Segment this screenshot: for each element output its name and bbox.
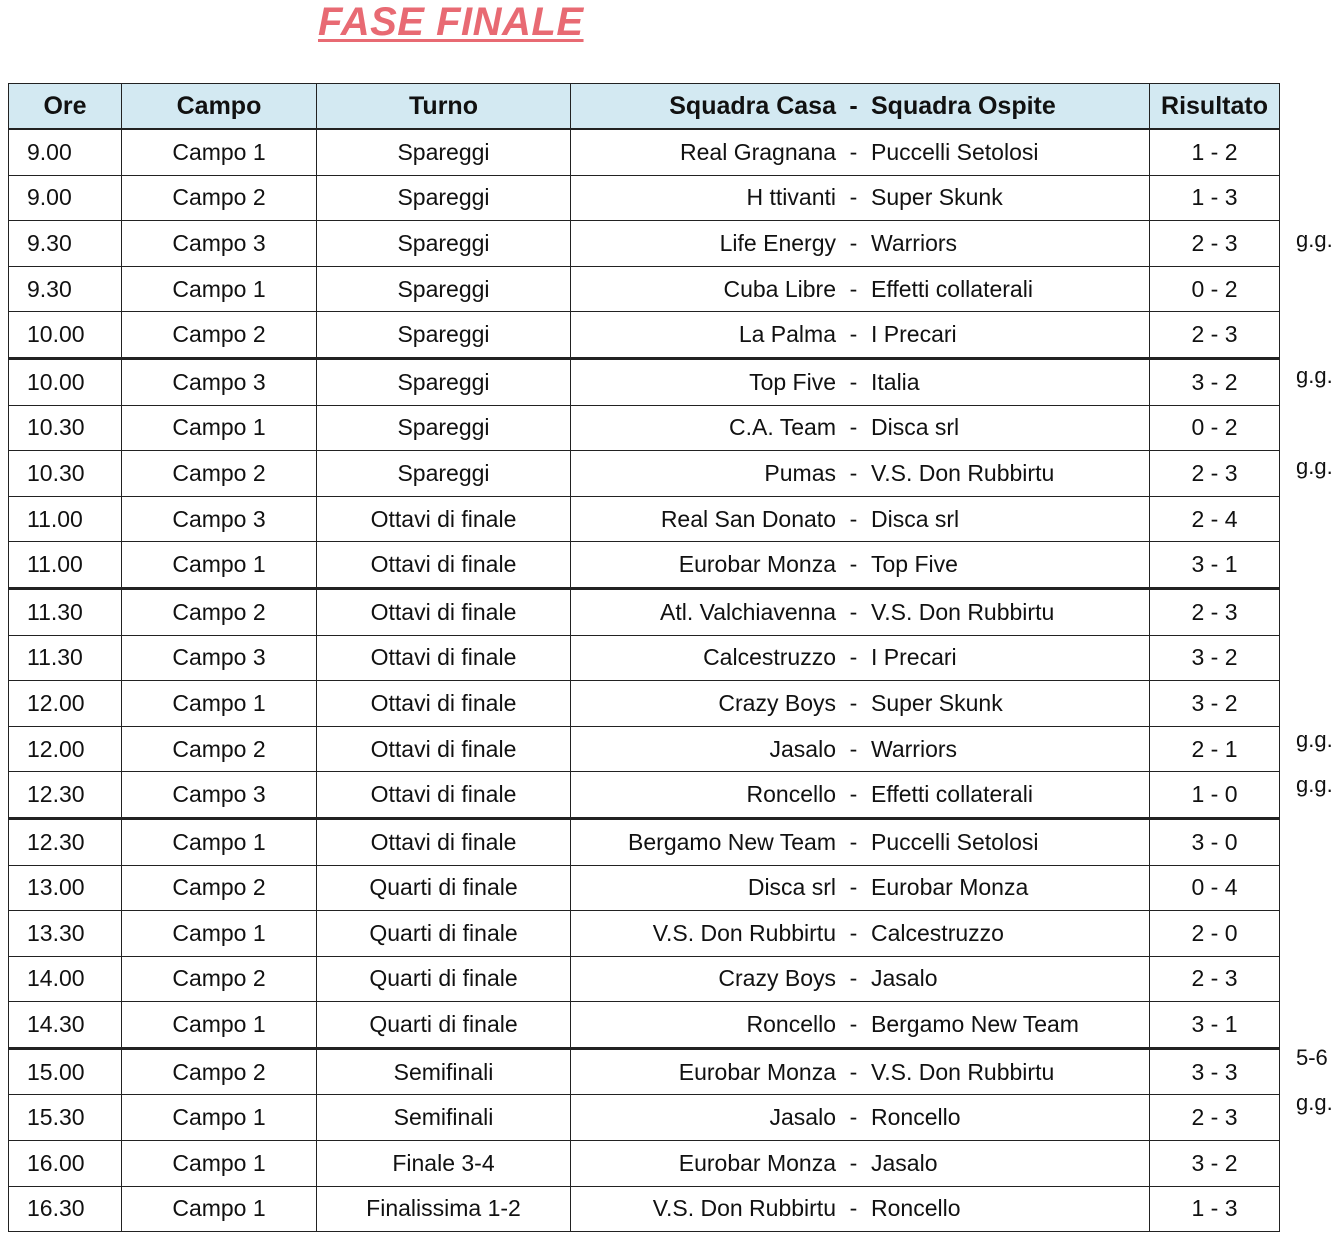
cell-match bbox=[571, 496, 1150, 542]
table-row bbox=[9, 129, 1280, 175]
cell-squadra-ospite: Super Skunk bbox=[871, 689, 1003, 716]
header-match bbox=[571, 84, 1150, 130]
cell-squadra-ospite: Top Five bbox=[871, 551, 958, 578]
cell-squadra-ospite: I Precari bbox=[871, 321, 957, 348]
cell-campo: Campo 1 bbox=[122, 1002, 317, 1049]
row-note: g.g. bbox=[1296, 726, 1333, 752]
table-row bbox=[9, 772, 1280, 819]
header-turno: Turno bbox=[317, 84, 571, 130]
cell-match bbox=[571, 175, 1150, 221]
table-row bbox=[9, 726, 1280, 772]
cell-turno: Spareggi bbox=[317, 451, 571, 497]
cell-squadra-casa: Roncello bbox=[746, 1011, 836, 1038]
cell-separator: - bbox=[849, 689, 858, 716]
cell-risultato: 3 - 1 bbox=[1150, 542, 1280, 589]
cell-ore: 9.00 bbox=[9, 129, 122, 175]
cell-squadra-ospite: V.S. Don Rubbirtu bbox=[871, 459, 1055, 486]
cell-squadra-ospite: Effetti collaterali bbox=[871, 275, 1033, 302]
table-row bbox=[9, 542, 1280, 589]
cell-match bbox=[571, 911, 1150, 957]
cell-match bbox=[571, 451, 1150, 497]
cell-separator: - bbox=[849, 874, 858, 901]
cell-risultato: 2 - 3 bbox=[1150, 588, 1280, 635]
cell-separator: - bbox=[849, 275, 858, 302]
cell-ore: 12.00 bbox=[9, 681, 122, 727]
cell-turno: Spareggi bbox=[317, 266, 571, 312]
cell-ore: 12.30 bbox=[9, 772, 122, 819]
cell-squadra-casa: Real San Donato bbox=[660, 505, 836, 532]
table-row bbox=[9, 405, 1280, 451]
cell-campo: Campo 3 bbox=[122, 772, 317, 819]
cell-ore: 9.30 bbox=[9, 221, 122, 267]
header-row bbox=[9, 84, 1280, 130]
cell-risultato: 2 - 3 bbox=[1150, 956, 1280, 1002]
cell-ore: 11.00 bbox=[9, 496, 122, 542]
cell-ore: 11.30 bbox=[9, 588, 122, 635]
row-note: g.g. bbox=[1296, 772, 1333, 798]
cell-ore: 13.00 bbox=[9, 865, 122, 911]
results-body bbox=[9, 129, 1280, 1232]
row-note: g.g. bbox=[1296, 363, 1333, 389]
cell-squadra-casa: Life Energy bbox=[719, 229, 836, 256]
header-risultato: Risultato bbox=[1150, 84, 1280, 130]
cell-squadra-ospite: Puccelli Setolosi bbox=[871, 138, 1039, 165]
cell-campo: Campo 1 bbox=[122, 542, 317, 589]
cell-separator: - bbox=[849, 459, 858, 486]
cell-turno: Spareggi bbox=[317, 405, 571, 451]
cell-squadra-ospite: Bergamo New Team bbox=[871, 1011, 1079, 1038]
cell-squadra-casa: Eurobar Monza bbox=[678, 551, 836, 578]
cell-risultato: 0 - 4 bbox=[1150, 865, 1280, 911]
cell-separator: - bbox=[849, 919, 858, 946]
cell-squadra-casa: Calcestruzzo bbox=[703, 644, 836, 671]
cell-turno: Quarti di finale bbox=[317, 865, 571, 911]
cell-match bbox=[571, 956, 1150, 1002]
cell-campo: Campo 2 bbox=[122, 312, 317, 359]
cell-turno: Semifinali bbox=[317, 1048, 571, 1095]
cell-squadra-ospite: Disca srl bbox=[871, 505, 960, 532]
cell-turno: Quarti di finale bbox=[317, 911, 571, 957]
cell-squadra-ospite: Calcestruzzo bbox=[871, 919, 1004, 946]
table-row bbox=[9, 956, 1280, 1002]
cell-squadra-ospite: Puccelli Setolosi bbox=[871, 828, 1039, 855]
cell-ore: 9.30 bbox=[9, 266, 122, 312]
cell-squadra-casa: Top Five bbox=[749, 368, 836, 395]
cell-match bbox=[571, 129, 1150, 175]
cell-squadra-casa: H ttivanti bbox=[746, 184, 836, 211]
table-row bbox=[9, 1141, 1280, 1187]
cell-match bbox=[571, 358, 1150, 405]
cell-match bbox=[571, 542, 1150, 589]
cell-ore: 16.30 bbox=[9, 1186, 122, 1232]
cell-match bbox=[571, 1048, 1150, 1095]
results-table bbox=[8, 83, 1280, 1232]
table-row bbox=[9, 451, 1280, 497]
table-row bbox=[9, 358, 1280, 405]
cell-ore: 9.00 bbox=[9, 175, 122, 221]
cell-risultato: 1 - 3 bbox=[1150, 175, 1280, 221]
cell-separator: - bbox=[849, 1149, 858, 1176]
cell-separator: - bbox=[849, 1104, 858, 1131]
row-note: g.g. bbox=[1296, 226, 1333, 252]
cell-ore: 13.30 bbox=[9, 911, 122, 957]
header-separator: - bbox=[849, 91, 858, 120]
cell-ore: 12.30 bbox=[9, 818, 122, 865]
row-note: g.g. bbox=[1296, 454, 1333, 480]
table-row bbox=[9, 1095, 1280, 1141]
cell-campo: Campo 3 bbox=[122, 635, 317, 681]
cell-risultato: 2 - 1 bbox=[1150, 726, 1280, 772]
cell-squadra-casa: Jasalo bbox=[769, 735, 836, 762]
header-squadra-ospite: Squadra Ospite bbox=[871, 91, 1056, 120]
cell-risultato: 3 - 2 bbox=[1150, 358, 1280, 405]
table-row bbox=[9, 635, 1280, 681]
cell-squadra-casa: Crazy Boys bbox=[718, 965, 836, 992]
cell-turno: Spareggi bbox=[317, 175, 571, 221]
cell-match bbox=[571, 588, 1150, 635]
cell-campo: Campo 2 bbox=[122, 865, 317, 911]
cell-squadra-casa: La Palma bbox=[738, 321, 836, 348]
table-row bbox=[9, 312, 1280, 359]
cell-campo: Campo 1 bbox=[122, 911, 317, 957]
cell-match bbox=[571, 635, 1150, 681]
cell-match bbox=[571, 681, 1150, 727]
cell-risultato: 0 - 2 bbox=[1150, 266, 1280, 312]
cell-separator: - bbox=[849, 1011, 858, 1038]
cell-risultato: 2 - 3 bbox=[1150, 1095, 1280, 1141]
cell-campo: Campo 1 bbox=[122, 681, 317, 727]
cell-campo: Campo 1 bbox=[122, 129, 317, 175]
cell-squadra-ospite: Eurobar Monza bbox=[871, 874, 1029, 901]
table-row bbox=[9, 1048, 1280, 1095]
cell-squadra-ospite: Jasalo bbox=[871, 1149, 938, 1176]
cell-turno: Finale 3-4 bbox=[317, 1141, 571, 1187]
row-note: 5-6 bbox=[1296, 1045, 1328, 1070]
cell-turno: Ottavi di finale bbox=[317, 588, 571, 635]
cell-squadra-ospite: I Precari bbox=[871, 644, 957, 671]
cell-campo: Campo 1 bbox=[122, 818, 317, 865]
cell-squadra-ospite: Super Skunk bbox=[871, 184, 1003, 211]
cell-campo: Campo 2 bbox=[122, 175, 317, 221]
header-campo: Campo bbox=[122, 84, 317, 130]
cell-ore: 11.30 bbox=[9, 635, 122, 681]
cell-separator: - bbox=[849, 965, 858, 992]
cell-turno: Spareggi bbox=[317, 221, 571, 267]
cell-risultato: 3 - 3 bbox=[1150, 1048, 1280, 1095]
cell-squadra-casa: Jasalo bbox=[769, 1104, 836, 1131]
table-row bbox=[9, 865, 1280, 911]
cell-squadra-casa: Real Gragnana bbox=[680, 138, 836, 165]
cell-squadra-ospite: Roncello bbox=[871, 1104, 961, 1131]
header-ore: Ore bbox=[9, 84, 122, 130]
cell-ore: 10.00 bbox=[9, 312, 122, 359]
table-row bbox=[9, 818, 1280, 865]
cell-risultato: 0 - 2 bbox=[1150, 405, 1280, 451]
cell-separator: - bbox=[849, 828, 858, 855]
cell-match bbox=[571, 772, 1150, 819]
cell-risultato: 2 - 3 bbox=[1150, 221, 1280, 267]
cell-ore: 15.00 bbox=[9, 1048, 122, 1095]
cell-squadra-casa: Eurobar Monza bbox=[678, 1058, 836, 1085]
cell-risultato: 1 - 0 bbox=[1150, 772, 1280, 819]
table-row bbox=[9, 266, 1280, 312]
cell-match bbox=[571, 1141, 1150, 1187]
table-row bbox=[9, 1186, 1280, 1232]
cell-turno: Semifinali bbox=[317, 1095, 571, 1141]
cell-risultato: 1 - 2 bbox=[1150, 129, 1280, 175]
cell-match bbox=[571, 266, 1150, 312]
cell-squadra-casa: Roncello bbox=[746, 781, 836, 808]
cell-separator: - bbox=[849, 321, 858, 348]
cell-turno: Quarti di finale bbox=[317, 1002, 571, 1049]
cell-separator: - bbox=[849, 735, 858, 762]
table-row bbox=[9, 496, 1280, 542]
cell-separator: - bbox=[849, 229, 858, 256]
cell-risultato: 3 - 0 bbox=[1150, 818, 1280, 865]
cell-squadra-casa: V.S. Don Rubbirtu bbox=[652, 919, 836, 946]
cell-ore: 10.30 bbox=[9, 405, 122, 451]
cell-match bbox=[571, 726, 1150, 772]
cell-risultato: 3 - 2 bbox=[1150, 635, 1280, 681]
cell-match bbox=[571, 405, 1150, 451]
row-note: g.g. bbox=[1296, 1090, 1333, 1116]
cell-squadra-ospite: Disca srl bbox=[871, 414, 960, 441]
cell-campo: Campo 1 bbox=[122, 405, 317, 451]
cell-ore: 12.00 bbox=[9, 726, 122, 772]
cell-separator: - bbox=[849, 505, 858, 532]
cell-separator: - bbox=[849, 414, 858, 441]
cell-ore: 15.30 bbox=[9, 1095, 122, 1141]
cell-squadra-ospite: Italia bbox=[871, 368, 920, 395]
cell-separator: - bbox=[849, 368, 858, 395]
cell-risultato: 2 - 4 bbox=[1150, 496, 1280, 542]
header-squadra-casa: Squadra Casa bbox=[669, 91, 836, 120]
cell-turno: Quarti di finale bbox=[317, 956, 571, 1002]
cell-squadra-casa: Eurobar Monza bbox=[678, 1149, 836, 1176]
cell-separator: - bbox=[849, 184, 858, 211]
cell-turno: Ottavi di finale bbox=[317, 818, 571, 865]
cell-separator: - bbox=[849, 1195, 858, 1222]
table-row bbox=[9, 588, 1280, 635]
cell-squadra-casa: Disca srl bbox=[747, 874, 836, 901]
cell-campo: Campo 3 bbox=[122, 496, 317, 542]
cell-match bbox=[571, 1002, 1150, 1049]
cell-squadra-casa: Cuba Libre bbox=[723, 275, 836, 302]
cell-turno: Ottavi di finale bbox=[317, 542, 571, 589]
cell-risultato: 2 - 3 bbox=[1150, 312, 1280, 359]
cell-campo: Campo 2 bbox=[122, 726, 317, 772]
cell-campo: Campo 2 bbox=[122, 588, 317, 635]
cell-separator: - bbox=[849, 781, 858, 808]
cell-risultato: 2 - 0 bbox=[1150, 911, 1280, 957]
cell-squadra-ospite: Effetti collaterali bbox=[871, 781, 1033, 808]
cell-squadra-casa: C.A. Team bbox=[729, 414, 836, 441]
cell-turno: Ottavi di finale bbox=[317, 635, 571, 681]
cell-separator: - bbox=[849, 644, 858, 671]
cell-turno: Spareggi bbox=[317, 129, 571, 175]
cell-ore: 16.00 bbox=[9, 1141, 122, 1187]
cell-campo: Campo 1 bbox=[122, 1141, 317, 1187]
cell-campo: Campo 2 bbox=[122, 1048, 317, 1095]
cell-squadra-casa: Bergamo New Team bbox=[628, 828, 836, 855]
table-row bbox=[9, 681, 1280, 727]
cell-turno: Ottavi di finale bbox=[317, 496, 571, 542]
cell-turno: Spareggi bbox=[317, 312, 571, 359]
cell-turno: Spareggi bbox=[317, 358, 571, 405]
table-row bbox=[9, 1002, 1280, 1049]
cell-risultato: 3 - 2 bbox=[1150, 1141, 1280, 1187]
cell-turno: Ottavi di finale bbox=[317, 726, 571, 772]
cell-squadra-ospite: Roncello bbox=[871, 1195, 961, 1222]
cell-match bbox=[571, 221, 1150, 267]
cell-risultato: 1 - 3 bbox=[1150, 1186, 1280, 1232]
cell-match bbox=[571, 865, 1150, 911]
cell-squadra-casa: V.S. Don Rubbirtu bbox=[652, 1195, 836, 1222]
cell-campo: Campo 1 bbox=[122, 266, 317, 312]
cell-campo: Campo 3 bbox=[122, 358, 317, 405]
cell-risultato: 3 - 2 bbox=[1150, 681, 1280, 727]
cell-ore: 10.00 bbox=[9, 358, 122, 405]
cell-squadra-ospite: Jasalo bbox=[871, 965, 938, 992]
cell-squadra-ospite: V.S. Don Rubbirtu bbox=[871, 598, 1055, 625]
table-row bbox=[9, 911, 1280, 957]
cell-turno: Ottavi di finale bbox=[317, 772, 571, 819]
cell-squadra-casa: Crazy Boys bbox=[718, 689, 836, 716]
cell-campo: Campo 1 bbox=[122, 1186, 317, 1232]
cell-ore: 11.00 bbox=[9, 542, 122, 589]
cell-campo: Campo 3 bbox=[122, 221, 317, 267]
table-row bbox=[9, 221, 1280, 267]
cell-match bbox=[571, 312, 1150, 359]
cell-match bbox=[571, 1186, 1150, 1232]
cell-ore: 14.00 bbox=[9, 956, 122, 1002]
cell-separator: - bbox=[849, 598, 858, 625]
cell-turno: Finalissima 1-2 bbox=[317, 1186, 571, 1232]
cell-ore: 14.30 bbox=[9, 1002, 122, 1049]
cell-ore: 10.30 bbox=[9, 451, 122, 497]
cell-risultato: 2 - 3 bbox=[1150, 451, 1280, 497]
cell-risultato: 3 - 1 bbox=[1150, 1002, 1280, 1049]
cell-squadra-casa: Pumas bbox=[764, 459, 836, 486]
table-row bbox=[9, 175, 1280, 221]
cell-squadra-ospite: V.S. Don Rubbirtu bbox=[871, 1058, 1055, 1085]
cell-campo: Campo 2 bbox=[122, 956, 317, 1002]
cell-separator: - bbox=[849, 1058, 858, 1085]
cell-match bbox=[571, 818, 1150, 865]
cell-separator: - bbox=[849, 138, 858, 165]
page-title: FASE FINALE bbox=[318, 0, 584, 44]
cell-turno: Ottavi di finale bbox=[317, 681, 571, 727]
cell-campo: Campo 2 bbox=[122, 451, 317, 497]
cell-squadra-casa: Atl. Valchiavenna bbox=[659, 598, 836, 625]
cell-squadra-ospite: Warriors bbox=[871, 229, 958, 256]
cell-match bbox=[571, 1095, 1150, 1141]
cell-campo: Campo 1 bbox=[122, 1095, 317, 1141]
cell-separator: - bbox=[849, 551, 858, 578]
cell-squadra-ospite: Warriors bbox=[871, 735, 958, 762]
